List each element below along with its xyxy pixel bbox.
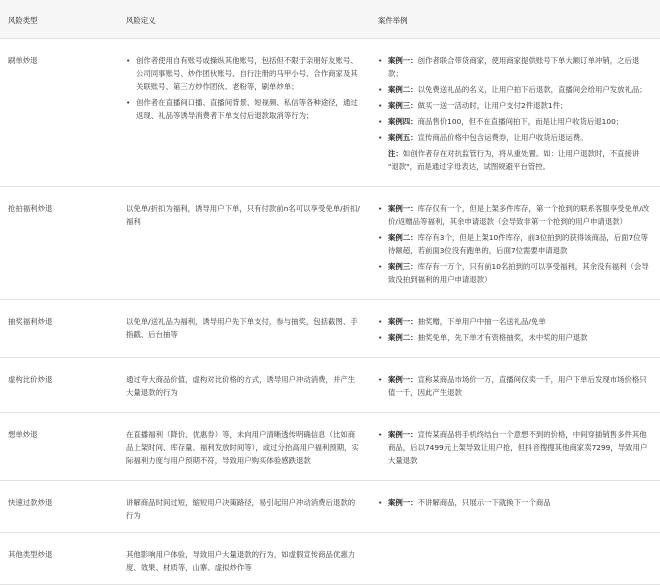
case-text: 商品售价100，但不在直播间拍下，而是让用户收货后退100；: [417, 117, 624, 126]
list-item: [378, 260, 652, 286]
table-row: [0, 187, 660, 300]
list-item: [378, 115, 652, 128]
risk-definition-cell: 以免单/送礼品为福利，诱导用户先下单支付，参与抽奖，包括截图、手指戳、后台抽等: [118, 300, 370, 358]
examples-list: [378, 428, 652, 467]
table-row: [0, 413, 660, 481]
case-text: 以免费送礼品的名义，让用户拍下后退款，直播间会给用户发放礼品；: [417, 85, 647, 94]
case-text: 库存有一万个，只有前10名拍到的可以享受福利，其余没有福利（会导致没拍到福利的用户申请退款）: [388, 262, 649, 284]
list-item: [378, 99, 652, 112]
case-text: 宣传商品价格中包含运费券，让用户收货后退运费。: [417, 133, 588, 142]
case-label: 案例一：: [388, 498, 418, 507]
case-label: 案例四：: [388, 117, 418, 126]
list-item: [378, 496, 652, 509]
case-label: 案例一：: [388, 375, 418, 384]
case-text: 创作者联合带货商家，使用商家提供账号下单大额订单冲销，之后退款；: [388, 56, 640, 78]
examples-list: [378, 54, 652, 144]
list-item: [378, 83, 652, 96]
table-row: [0, 533, 660, 585]
risk-type-cell: 刷单炒退: [0, 39, 118, 187]
list-item: [378, 315, 652, 328]
note-label: 注：: [388, 149, 403, 158]
case-label: 案例一：: [388, 317, 418, 326]
risk-type-cell: 虚构比价炒退: [0, 358, 118, 413]
case-examples-cell: [370, 187, 660, 300]
case-text: 不讲解商品，只展示一下就换下一个商品: [417, 498, 551, 507]
list-item: [378, 373, 652, 399]
risk-type-cell: 想单炒退: [0, 413, 118, 481]
risk-definition-cell: [118, 39, 370, 187]
case-label: 案例一：: [388, 56, 418, 65]
case-label: 案例三：: [388, 101, 418, 110]
risk-type-cell: 抢拍福利炒退: [0, 187, 118, 300]
case-text: 抽奖赠，下单用户中抽一名送礼品/免单: [417, 317, 546, 326]
case-text: 库存仅有一个，但是上架多件库存，第一个抢到的联系客服享受免单/改价/返赠品等福利，其余申请退款（会导致非第一个抢到的用户申请退款）: [388, 204, 650, 226]
risk-definition-cell: 其他影响用户体验，导致用户大量退款的行为，如虚假宣传商品优惠力度、效果、材质等，山寨、虚拟炒作等: [118, 533, 370, 585]
header-case-examples: 案件举例: [370, 0, 660, 39]
case-label: 案例一：: [388, 430, 418, 439]
list-item: • 创作者在直播间口播、直播间背景、短视频、私信等各种途径，通过返现、礼品等诱导消费者下单支付后退款取消等行为；: [126, 96, 362, 122]
list-item: [378, 54, 652, 80]
case-text: 宣传某商品将手机终结台一个意想不到的价格，中间穿插销售多件其他商品，后以7499元上架导致让用户抢，但抖音搜搜其他商家卖7299，导致用户大量退款: [388, 430, 648, 465]
case-note: [388, 147, 652, 173]
risk-type-cell: 其他类型炒退: [0, 533, 118, 585]
case-examples-cell: [370, 300, 660, 358]
list-item: • 创作者使用自有账号或操纵其他账号，包括但不限于亲朋好友账号、公司同事账号、炒作团伙账号、自行注册的马甲小号、合作商家及其关联账号、第三方炒作团伙、老粉等，刷单炒单；: [126, 54, 362, 93]
examples-list: [378, 373, 652, 399]
definition-list: [126, 54, 362, 122]
table-row: [0, 300, 660, 358]
table-row: [0, 358, 660, 413]
risk-type-cell: 快速过款炒退: [0, 481, 118, 533]
list-item: [378, 331, 652, 344]
case-label: 案例二：: [388, 233, 418, 242]
case-label: 案例五：: [388, 133, 418, 142]
case-text: 库存有3个，但是上架10件库存，前3位拍到的获得该商品，后面7位等待额超，若前面3位没有跑单的，后面7位需要申请退款: [388, 233, 649, 255]
risk-type-cell: 抽奖福利炒退: [0, 300, 118, 358]
case-label: 案例一：: [388, 204, 418, 213]
table-row: [0, 39, 660, 187]
list-item: [378, 131, 652, 144]
examples-list: [378, 496, 652, 509]
list-item: [378, 231, 652, 257]
risk-definition-cell: 在直播福利（降价、优惠券）等，未向用户清晰透传明确信息（比如商品上架时间、库存量、福利发放时间等），或过分抬高用户福利预期，实际福利力度与用户预期不符，导致用户购买体验感跌退款: [118, 413, 370, 481]
case-label: 案例二：: [388, 85, 418, 94]
risk-definition-cell: 以免单/折扣为福利，诱导用户下单，只有付款前n名可以享受免单/折扣/福利: [118, 187, 370, 300]
header-risk-definition: 风险定义: [118, 0, 370, 39]
case-examples-cell: [370, 413, 660, 481]
header-risk-type: 风险类型: [0, 0, 118, 39]
case-examples-cell: [370, 358, 660, 413]
case-label: 案例三：: [388, 262, 418, 271]
case-text: 宣称某商品市场价一万，直播间仅卖一千，用户下单后发现市场价格只值一千，因此产生退款: [388, 375, 647, 397]
case-text: 做买一送一活动时，让用户支付2件退款1件；: [417, 101, 568, 110]
case-label: 案例二：: [388, 333, 418, 342]
risk-definition-cell: 讲解商品时间过短，缩短用户决策路径，易引起用户冲动消费后退款的行为: [118, 481, 370, 533]
table-header-row: [0, 0, 660, 39]
case-examples-cell: [370, 39, 660, 187]
examples-list: [378, 202, 652, 286]
list-item: [378, 428, 652, 467]
case-examples-cell: [370, 481, 660, 533]
risk-definition-cell: 通过夸大商品价值，虚构对比价格的方式，诱导用户冲动消费，并产生大量退款的行为: [118, 358, 370, 413]
case-text: 抽奖免单，先下单才有资格抽奖，未中奖的用户退款: [417, 333, 588, 342]
examples-list: [378, 315, 652, 344]
case-examples-cell: [370, 533, 660, 585]
table-row: [0, 481, 660, 533]
note-text: 如创作者存在对抗监管行为，将从重处置。如：让用户退款时，不直接讲 "退款"，而是通过字母表达，试图规避平台管控。: [388, 149, 640, 171]
list-item: [378, 202, 652, 228]
